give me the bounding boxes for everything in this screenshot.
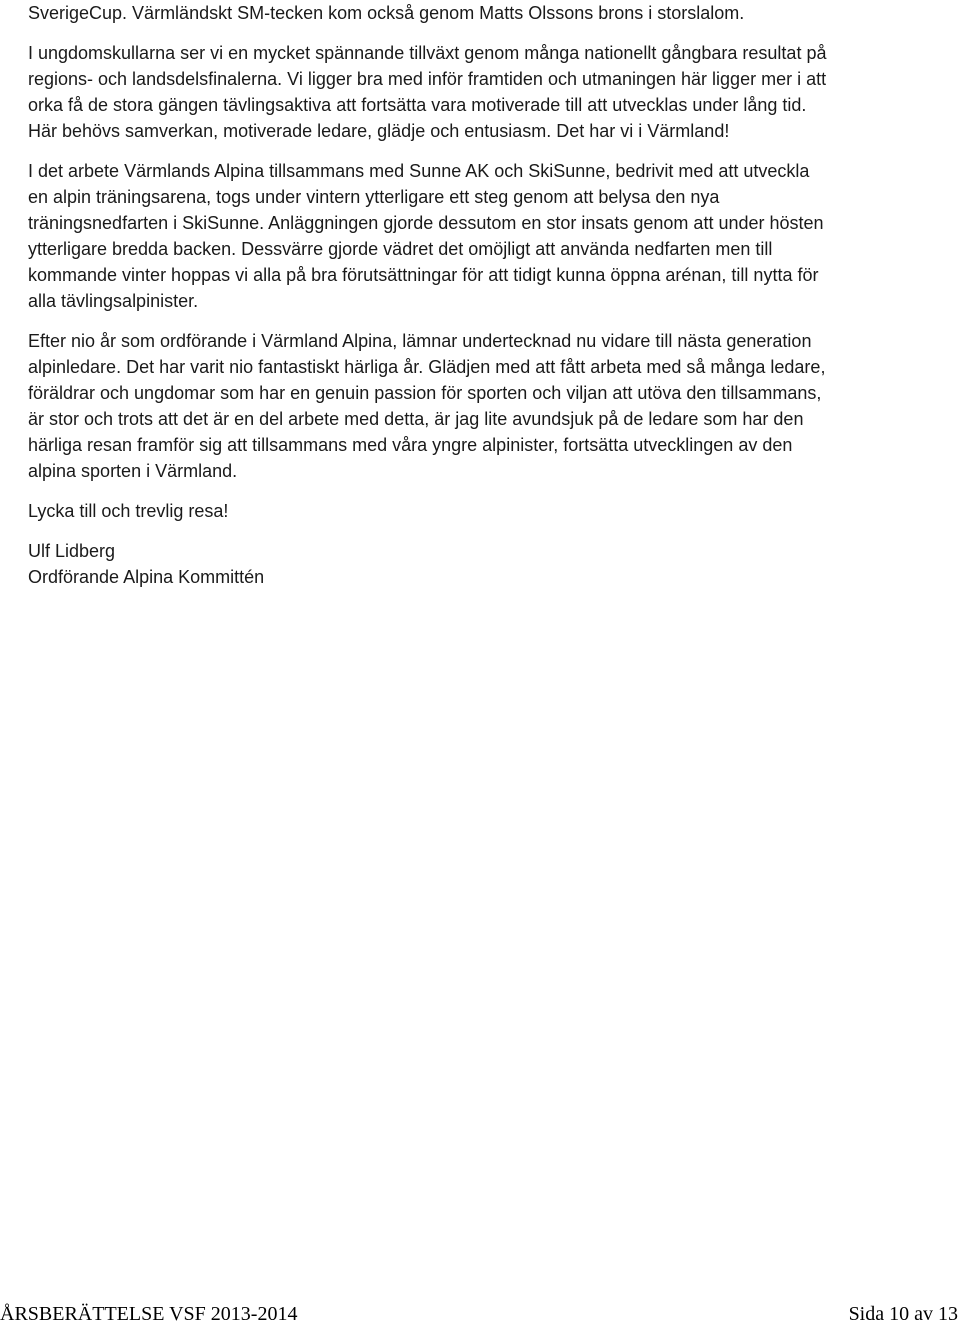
paragraph-farewell: Efter nio år som ordförande i Värmland Alpina, lämnar undertecknad nu vidare till nästa generation alpinledare. Det har varit nio fantastiskt härliga år. Glädjen med att fått arbeta med så många ledare, föräldrar och ungdomar som har en genuin passion för sporten och viljan att utöva den tillsammans, är stor och trots att det är en del arbete med detta, är jag lite avundsjuk på de ledare som har den härliga resan framför sig att tillsammans med våra yngre alpinister, fortsätta utvecklingen av den alpina sporten i Värmland. — [28, 331, 826, 481]
paragraph-results: SverigeCup. Värmländskt SM-tecken kom också genom Matts Olssons brons i storslalom. — [28, 3, 745, 23]
paragraph-closing: Lycka till och trevlig resa! — [28, 501, 229, 521]
footer-report-title: ÅRSBERÄTTELSE VSF 2013-2014 — [0, 1303, 298, 1325]
signature-name: Ulf Lidberg — [28, 541, 116, 561]
signature-block — [28, 538, 828, 590]
footer-page-number: Sida 10 av 13 — [848, 1303, 958, 1325]
document-body — [28, 0, 828, 590]
paragraph-youth: I ungdomskullarna ser vi en mycket spännande tillväxt genom många nationellt gångbara resultat på regions- och landsdelsfinalerna. Vi ligger bra med inför framtiden och utmaningen här ligger mer i att orka få de stora gängen tävlingsaktiva att fortsätta vara motiverade till att utvecklas under lång tid. Här behövs samverkan, motiverade ledare, glädje och entusiasm. Det har vi i Värmland! — [28, 43, 827, 141]
signature-title: Ordförande Alpina Kommittén — [28, 567, 265, 587]
paragraph-training-arena: I det arbete Värmlands Alpina tillsammans med Sunne AK och SkiSunne, bedrivit med att utveckla en alpin träningsarena, togs under vintern ytterligare ett steg genom att belysa den nya träningsnedfarten i SkiSunne. Anläggningen gjorde dessutom en stor insats genom att under hösten ytterligare bredda backen. Dessvärre gjorde vädret det omöjligt att använda nedfarten men till kommande vinter hoppas vi alla på bra förutsättningar för att tidigt kunna öppna arénan, till nytta för alla tävlingsalpinister. — [28, 161, 824, 311]
